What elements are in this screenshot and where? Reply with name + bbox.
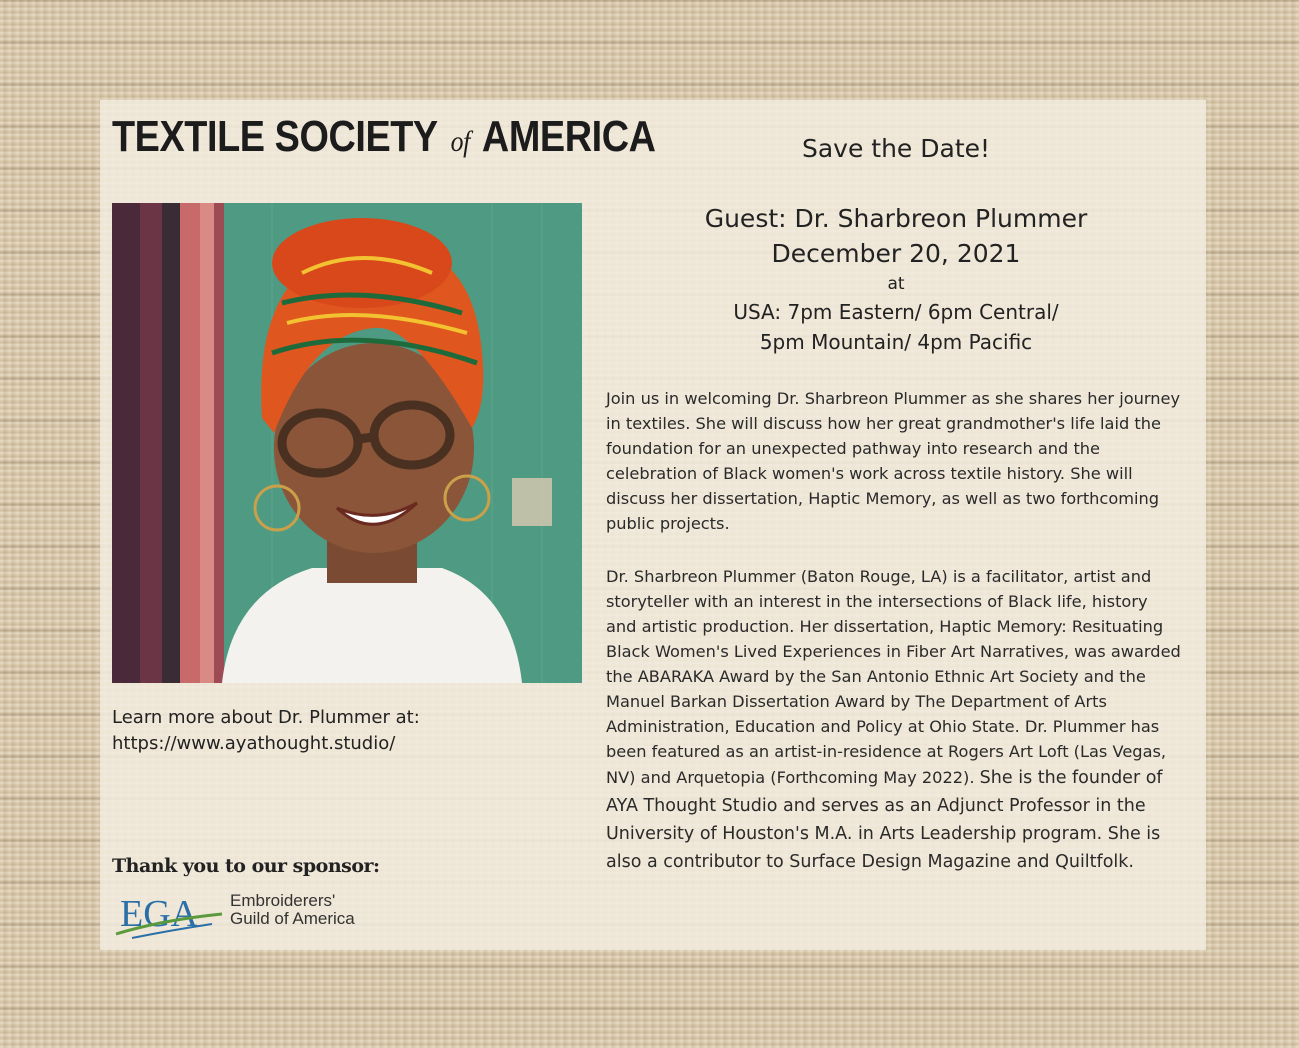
event-date: December 20, 2021	[771, 239, 1021, 268]
sponsor-label: Thank you to our sponsor:	[112, 855, 380, 877]
sponsor-name-line2: Guild of America	[230, 909, 355, 928]
event-times-1: USA: 7pm Eastern/ 6pm Central/	[733, 300, 1059, 324]
learn-more	[112, 705, 420, 757]
ega-letters: EGA	[120, 893, 199, 935]
event-heading	[596, 130, 1196, 357]
sponsor-logo	[112, 890, 402, 945]
event-at: at	[887, 274, 905, 294]
sponsor-name	[230, 892, 355, 928]
guest-portrait-photo	[112, 203, 582, 683]
event-description: Join us in welcoming Dr. Sharbreon Plummer as she shares her journey in textiles. She will discuss how her great grandmother's life laid the foundation for an unexpected pathway into research and the celebration of Black women's work across textile history. She will discuss her dissertation, Haptic Memory, as well as two forthcoming public projects.	[606, 389, 1181, 533]
org-logo	[112, 112, 656, 168]
guest-bio	[606, 564, 1181, 876]
learn-more-url[interactable]: https://www.ayathought.studio/	[112, 733, 396, 754]
guest-bio-part2: She is the founder of AYA Thought Studio and serves as an Adjunct Professor in the University of Houston's M.A. in Arts Leadership program. She is also a contributor to Surface Design Magazine and Quiltfolk.	[606, 768, 1163, 872]
event-times-2: 5pm Mountain/ 4pm Pacific	[759, 330, 1033, 354]
ega-mark-icon	[112, 890, 230, 945]
sponsor-name-line1: Embroiderers'	[230, 891, 336, 910]
guest-name: Guest: Dr. Sharbreon Plummer	[704, 204, 1088, 233]
logo-text-2: AMERICA	[481, 112, 656, 161]
logo-text-of: of	[450, 125, 470, 158]
logo-text-1: TEXTILE SOCIETY	[112, 112, 438, 161]
guest-bio-part1: Dr. Sharbreon Plummer (Baton Rouge, LA) is a facilitator, artist and storyteller with an interest in the intersections of Black life, history and artistic production. Her dissertation, Haptic Memory: Resituating Black Women's Lived Experiences in Fiber Art Narratives, was awarded the ABARAKA Award by the San Antonio Ethnic Art Society and the Manuel Barkan Dissertation Award by The Department of Arts Administration, Education and Policy at Ohio State. Dr. Plummer has been featured as an artist-in-residence at Rogers Art Loft (Las Vegas, NV) and Arquetopia (Forthcoming May 2022).	[606, 567, 1181, 787]
save-the-date: Save the Date!	[801, 134, 991, 163]
learn-more-label: Learn more about Dr. Plummer at:	[112, 707, 420, 728]
